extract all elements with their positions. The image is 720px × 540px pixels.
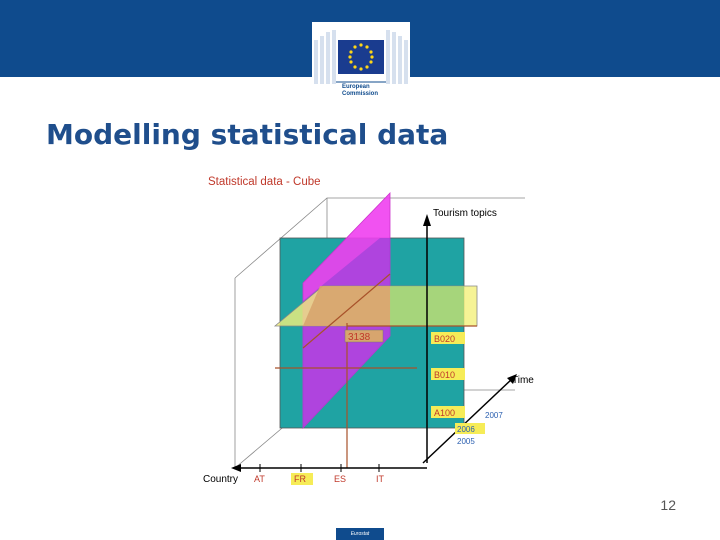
- topic-label-a100: A100: [434, 408, 456, 418]
- page-title: Modelling statistical data: [46, 118, 449, 151]
- diagram-title: Statistical data - Cube: [208, 176, 321, 188]
- axis-label-tourism-topics: Tourism topics: [433, 208, 497, 219]
- country-label-fr: FR: [294, 474, 306, 484]
- logo-text-line2: Commission: [342, 91, 379, 97]
- country-label-at: AT: [254, 474, 265, 484]
- axis-label-time: Time: [512, 375, 534, 386]
- logo-text-line1: European: [342, 84, 370, 90]
- country-label-it: IT: [376, 474, 384, 484]
- year-label-2007: 2007: [485, 411, 503, 420]
- axis-label-country: Country: [203, 474, 239, 485]
- year-label-2006: 2006: [457, 425, 475, 434]
- european-commission-logo[interactable]: [312, 22, 410, 104]
- country-label-es: ES: [334, 474, 347, 484]
- footer-eurostat-tag: Eurostat: [336, 528, 384, 540]
- cell-value-label: 3138: [348, 332, 371, 343]
- page-number: 12: [660, 497, 676, 513]
- topic-label-b010: B010: [434, 370, 456, 380]
- topic-label-b020: B020: [434, 334, 456, 344]
- statistical-cube-diagram: [195, 168, 534, 493]
- year-label-2005: 2005: [457, 437, 475, 446]
